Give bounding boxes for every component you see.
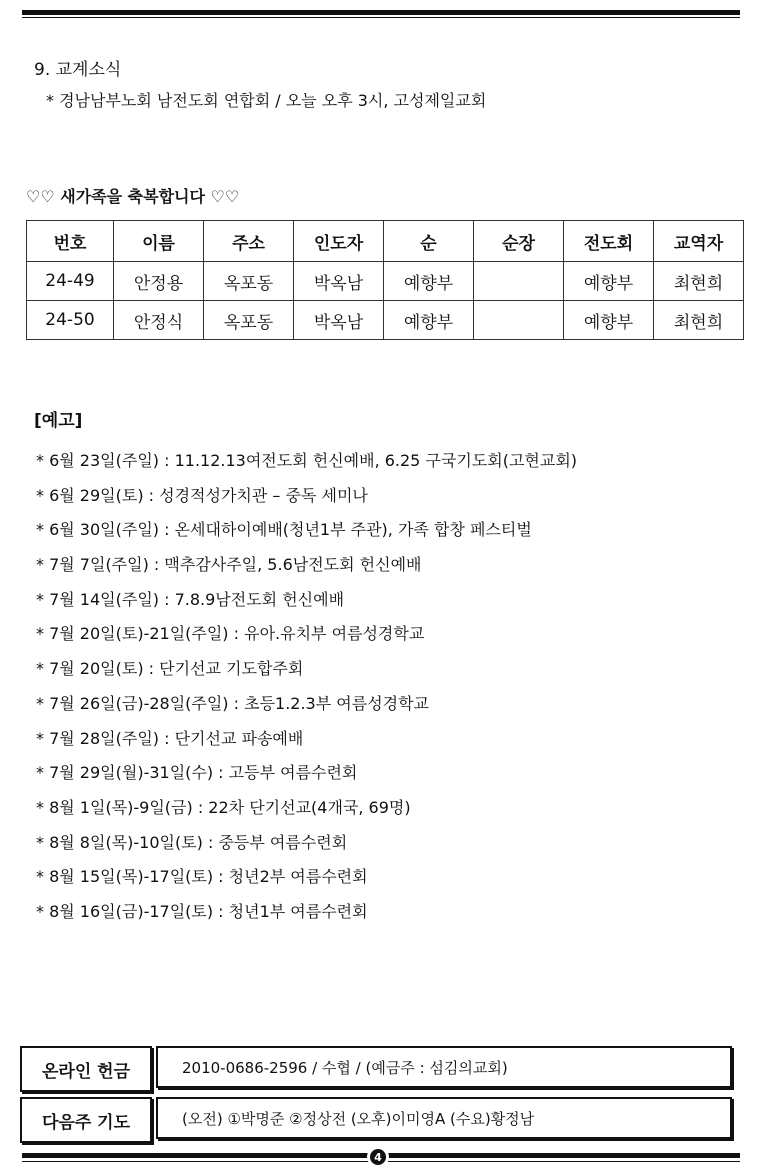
table-header: 순 bbox=[384, 221, 474, 262]
list-item: * 7월 28일(주일) : 단기선교 파송예배 bbox=[36, 728, 304, 748]
prayer-label: 다음주 기도 bbox=[20, 1097, 152, 1143]
top-rule-thick bbox=[22, 10, 740, 15]
table-cell: 박옥남 bbox=[294, 262, 384, 301]
list-item: * 8월 15일(목)-17일(토) : 청년2부 여름수련회 bbox=[36, 867, 368, 887]
list-item: * 7월 20일(토) : 단기선교 기도합주회 bbox=[36, 659, 304, 679]
offering-account: 2010-0686-2596 / 수협 / (예금주 : 섬김의교회) bbox=[156, 1046, 732, 1088]
table-cell: 24-49 bbox=[27, 262, 114, 301]
list-item: * 6월 30일(주일) : 온세대하이예배(청년1부 주관), 가족 합창 페스티벌 bbox=[36, 520, 532, 540]
prayer-names: (오전) ①박명준 ②정상전 (오후)이미영A (수요)황정남 bbox=[156, 1097, 732, 1139]
table-header: 주소 bbox=[204, 221, 294, 262]
table-header: 번호 bbox=[27, 221, 114, 262]
section-title: 9. 교계소식 bbox=[34, 60, 122, 80]
offering-label: 온라인 헌금 bbox=[20, 1046, 152, 1092]
notice-list bbox=[36, 446, 577, 932]
list-item: * 7월 7일(주일) : 맥추감사주일, 5.6남전도회 헌신예배 bbox=[36, 555, 422, 575]
new-family-title: ♡♡ 새가족을 축복합니다 ♡♡ bbox=[26, 187, 240, 206]
table-cell: 최현희 bbox=[654, 262, 744, 301]
table-header: 순장 bbox=[474, 221, 564, 262]
table-cell: 안정용 bbox=[114, 262, 204, 301]
list-item: * 8월 8일(목)-10일(토) : 중등부 여름수련회 bbox=[36, 832, 348, 852]
list-item: * 7월 29일(월)-31일(수) : 고등부 여름수련회 bbox=[36, 763, 358, 783]
prayer-row bbox=[20, 1097, 738, 1143]
new-family-table bbox=[26, 220, 744, 340]
table-cell: 예향부 bbox=[564, 301, 654, 340]
table-cell: 최현희 bbox=[654, 301, 744, 340]
table-cell bbox=[474, 262, 564, 301]
list-item: * 7월 20일(토)-21일(주일) : 유아.유치부 여름성경학교 bbox=[36, 624, 425, 644]
list-item: * 8월 16일(금)-17일(토) : 청년1부 여름수련회 bbox=[36, 901, 368, 921]
table-cell: 옥포동 bbox=[204, 301, 294, 340]
notice-title: [예고] bbox=[34, 411, 83, 431]
table-cell: 예향부 bbox=[384, 301, 474, 340]
table-header: 인도자 bbox=[294, 221, 384, 262]
list-item: * 8월 1일(목)-9일(금) : 22차 단기선교(4개국, 69명) bbox=[36, 797, 411, 817]
table-cell: 예향부 bbox=[564, 262, 654, 301]
list-item: * 7월 26일(금)-28일(주일) : 초등1.2.3부 여름성경학교 bbox=[36, 693, 430, 713]
table-row bbox=[27, 301, 744, 340]
section-item: * 경남남부노회 남전도회 연합회 / 오늘 오후 3시, 고성제일교회 bbox=[46, 91, 487, 110]
table-header: 이름 bbox=[114, 221, 204, 262]
list-item: * 6월 23일(주일) : 11.12.13여전도회 헌신예배, 6.25 구국기도회(고현교회) bbox=[36, 451, 578, 470]
table-cell: 24-50 bbox=[27, 301, 114, 340]
list-item: * 6월 29일(토) : 성경적성가치관 – 중독 세미나 bbox=[36, 485, 368, 505]
table-header: 전도회 bbox=[564, 221, 654, 262]
table-cell: 옥포동 bbox=[204, 262, 294, 301]
table-cell: 박옥남 bbox=[294, 301, 384, 340]
table-cell: 안정식 bbox=[114, 301, 204, 340]
table-cell: 예향부 bbox=[384, 262, 474, 301]
page-number: 4 bbox=[370, 1149, 386, 1165]
table-header: 교역자 bbox=[654, 221, 744, 262]
list-item: * 7월 14일(주일) : 7.8.9남전도회 헌신예배 bbox=[36, 589, 345, 609]
table-row bbox=[27, 262, 744, 301]
offering-row bbox=[20, 1046, 738, 1092]
table-header-row bbox=[27, 221, 744, 262]
top-rule-thin bbox=[22, 17, 740, 18]
table-cell bbox=[474, 301, 564, 340]
